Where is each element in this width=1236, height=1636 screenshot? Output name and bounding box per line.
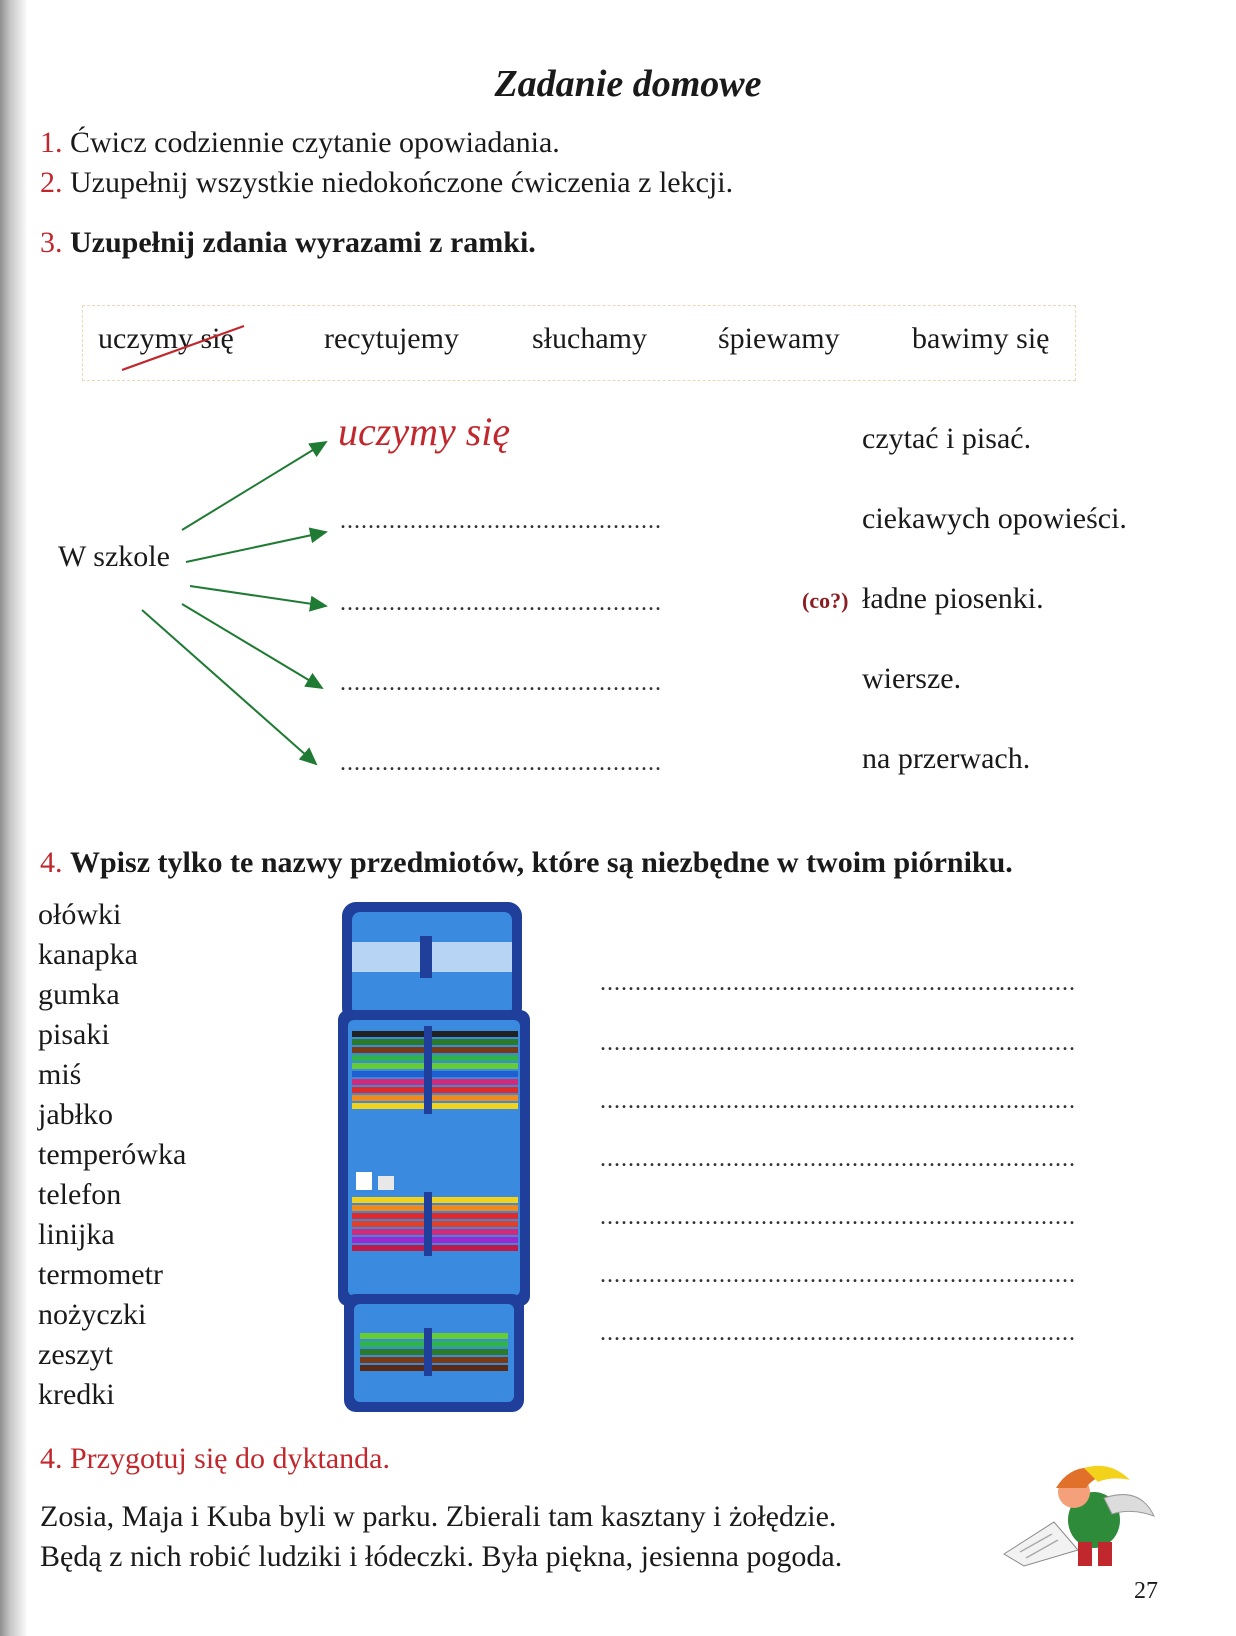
answer-line[interactable]: ....................................................................	[600, 1204, 1076, 1230]
sentence-ending: czytać i pisać.	[862, 422, 1032, 455]
dictation-heading	[40, 1442, 390, 1476]
word-box-item: bawimy się	[912, 322, 1050, 355]
dictation-line: Zosia, Maja i Kuba byli w parku. Zbierali tam kasztany i żołędzie.	[40, 1500, 837, 1533]
task-text: Przygotuj się do dyktanda.	[70, 1442, 390, 1475]
instruction-1	[40, 126, 560, 160]
sentence-subject: W szkole	[58, 540, 170, 573]
gnome-writing-illustration	[1000, 1458, 1164, 1570]
sentence-ending: ciekawych opowieści.	[862, 502, 1127, 535]
answer-blank[interactable]: ..............................................	[340, 590, 662, 616]
question-hint: (co?)	[802, 588, 849, 613]
page-number: 27	[1134, 1578, 1158, 1604]
example-answer: uczymy się	[338, 409, 511, 454]
answer-blank[interactable]: ..............................................	[340, 670, 662, 696]
list-item: ołówki	[38, 898, 122, 931]
list-item: zeszyt	[38, 1338, 113, 1371]
answer-blank[interactable]: ..............................................	[340, 750, 662, 776]
sentence-ending: wiersze.	[862, 662, 962, 695]
instruction-2	[40, 166, 733, 200]
list-item: miś	[38, 1058, 82, 1091]
strikethrough-mark	[120, 320, 248, 374]
instruction-number: 3.	[40, 226, 63, 259]
list-item: kanapka	[38, 938, 138, 971]
task-text: Wpisz tylko te nazwy przedmiotów, które są niezbędne w twoim piórniku.	[70, 846, 1013, 879]
page-spine-shadow	[0, 0, 28, 1636]
list-item: pisaki	[38, 1018, 110, 1051]
word-box-item-crossed	[98, 322, 234, 356]
list-item: nożyczki	[38, 1298, 147, 1331]
answer-line[interactable]: ....................................................................	[600, 1088, 1076, 1114]
word-box-item: słuchamy	[532, 322, 647, 355]
answer-line[interactable]: ....................................................................	[600, 1320, 1076, 1346]
list-item: kredki	[38, 1378, 115, 1411]
list-item: linijka	[38, 1218, 115, 1251]
list-item: temperówka	[38, 1138, 187, 1171]
task-number: 4.	[40, 1442, 63, 1475]
word-box-item: recytujemy	[324, 322, 459, 355]
task4-heading	[40, 846, 1013, 880]
list-item: jabłko	[38, 1098, 113, 1131]
list-item: gumka	[38, 978, 120, 1011]
word-box-item: śpiewamy	[718, 322, 840, 355]
answer-line[interactable]: ....................................................................	[600, 1262, 1076, 1288]
instruction-text: Uzupełnij zdania wyrazami z ramki.	[70, 226, 536, 259]
list-item: termometr	[38, 1258, 163, 1291]
page-title: Zadanie domowe	[494, 63, 762, 105]
sentence-ending: ładne piosenki.	[862, 582, 1044, 615]
pencil-case-illustration	[338, 900, 538, 1416]
list-item: telefon	[38, 1178, 122, 1211]
branch-arrows	[130, 420, 340, 780]
answer-line[interactable]: ....................................................................	[600, 1146, 1076, 1172]
instruction-number: 1.	[40, 126, 63, 159]
instruction-number: 2.	[40, 166, 63, 199]
word-box-item-label: uczymy się	[98, 322, 234, 355]
task-number: 4.	[40, 846, 63, 879]
instruction-text: Ćwicz codziennie czytanie opowiadania.	[70, 126, 560, 159]
answer-blank[interactable]: ..............................................	[340, 508, 662, 534]
dictation-line: Będą z nich robić ludziki i łódeczki. Była piękna, jesienna pogoda.	[40, 1540, 843, 1573]
answer-line[interactable]: ....................................................................	[600, 1030, 1076, 1056]
sentence-ending: na przerwach.	[862, 742, 1031, 775]
answer-line[interactable]: ....................................................................	[600, 970, 1076, 996]
instruction-text: Uzupełnij wszystkie niedokończone ćwiczenia z lekcji.	[70, 166, 734, 199]
instruction-3	[40, 226, 536, 260]
